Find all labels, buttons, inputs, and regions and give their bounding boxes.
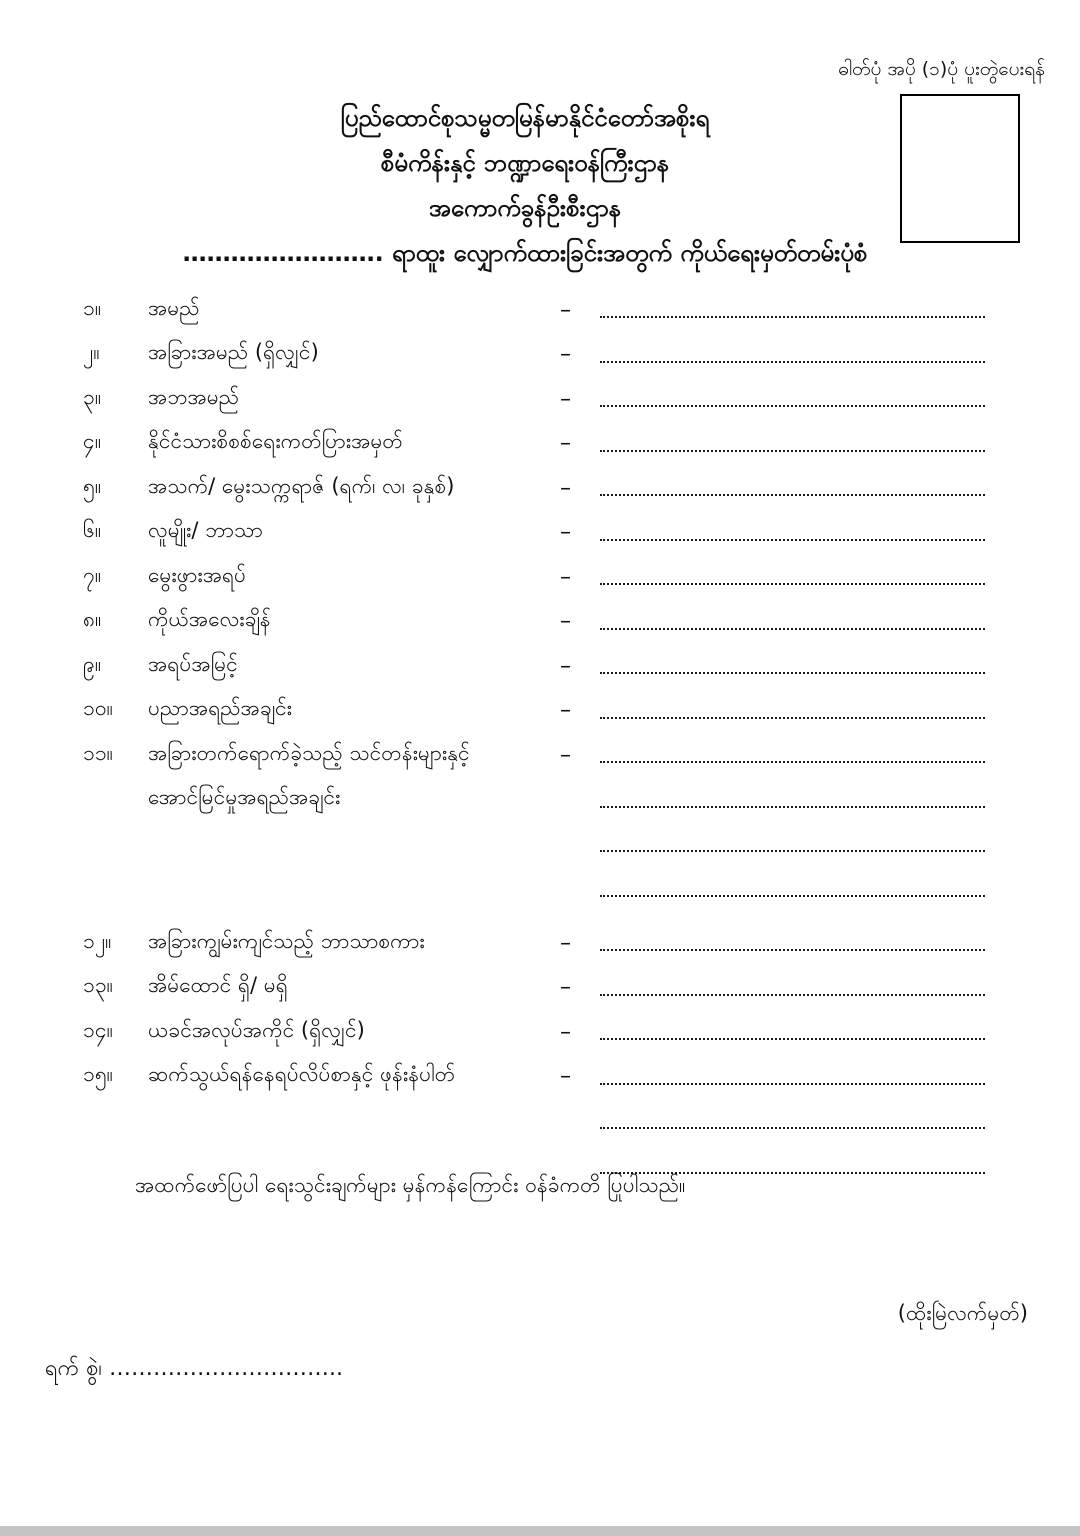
form-row-12 bbox=[83, 921, 1023, 966]
item-label: အောင်မြင်မှုအရည်အချင်း bbox=[148, 785, 341, 810]
item-number: ၈။ bbox=[83, 607, 102, 632]
dotted-answer-line bbox=[600, 1083, 985, 1085]
header-ministry-line: စီမံကိန်းနှင့် ဘဏ္ဍာရေးဝန်ကြီးဌာန bbox=[380, 149, 670, 177]
form-row-1 bbox=[83, 288, 1023, 333]
dotted-answer-line bbox=[600, 316, 985, 318]
dotted-answer-line bbox=[600, 494, 985, 496]
item-number: ၁၁။ bbox=[83, 740, 113, 765]
item-number: ၁၂။ bbox=[83, 928, 112, 953]
item-number: ၂။ bbox=[83, 340, 100, 365]
signature-label: (ထိုးမြဲလက်မှတ်) bbox=[897, 1301, 1028, 1325]
dotted-answer-line bbox=[600, 806, 985, 808]
bottom-bar bbox=[0, 1526, 1080, 1536]
item-dash: – bbox=[560, 520, 571, 546]
item-label: လူမျိုး/ ဘာသာ bbox=[148, 518, 263, 543]
item-dash: – bbox=[560, 342, 571, 368]
dotted-answer-line bbox=[600, 949, 985, 951]
form-row-15 bbox=[83, 1055, 1023, 1100]
dotted-answer-line bbox=[600, 672, 985, 674]
form-item-list bbox=[83, 288, 1023, 1188]
form-row-4 bbox=[83, 422, 1023, 467]
form-row-7 bbox=[83, 555, 1023, 600]
dotted-answer-line bbox=[600, 583, 985, 585]
item-dash: – bbox=[560, 930, 571, 956]
item-dash: – bbox=[560, 431, 571, 457]
photo-attach-note: ဓါတ်ပုံ အပို (၁)ပုံ ပူးတွဲပေးရန် bbox=[838, 58, 1045, 80]
item-number: ၆။ bbox=[83, 518, 102, 543]
dotted-answer-line bbox=[600, 405, 985, 407]
form-row-11-extra-line bbox=[83, 822, 1023, 867]
form-row-6 bbox=[83, 511, 1023, 556]
form-header bbox=[0, 96, 1050, 276]
item-number: ၁၃။ bbox=[83, 973, 113, 998]
dotted-answer-line bbox=[600, 1038, 985, 1040]
dotted-answer-line bbox=[600, 994, 985, 996]
item-number: ၁။ bbox=[83, 295, 102, 320]
item-dash: – bbox=[560, 386, 571, 412]
item-label: မွေးဖွားအရပ် bbox=[148, 562, 247, 587]
form-row-5 bbox=[83, 466, 1023, 511]
dotted-answer-line bbox=[600, 539, 985, 541]
form-row-11 bbox=[83, 733, 1023, 778]
item-label: အသက်/ မွေးသက္ကရာဇ် (ရက်၊ လ၊ ခုနှစ်) bbox=[148, 473, 455, 498]
item-label: အရပ်အမြင့် bbox=[148, 651, 238, 676]
item-label: ဆက်သွယ်ရန်နေရပ်လိပ်စာနှင့် ဖုန်းနံပါတ် bbox=[148, 1062, 456, 1087]
item-number: ၁၄။ bbox=[83, 1017, 113, 1042]
item-dash: – bbox=[560, 297, 571, 323]
item-label: အဘအမည် bbox=[148, 384, 240, 409]
item-number: ၄။ bbox=[83, 429, 102, 454]
row-gap bbox=[83, 911, 1023, 921]
header-government-line: ပြည်ထောင်စုသမ္မတမြန်မာနိုင်ငံတော်အစိုးရ bbox=[340, 104, 710, 132]
form-row-2 bbox=[83, 333, 1023, 378]
item-dash: – bbox=[560, 698, 571, 724]
form-row-10 bbox=[83, 689, 1023, 734]
form-row-11-continued bbox=[83, 778, 1023, 823]
header-department-line: အကောက်ခွန်ဦးစီးဌာန bbox=[428, 194, 622, 222]
form-row-3 bbox=[83, 377, 1023, 422]
item-dash: – bbox=[560, 475, 571, 501]
form-row-15-extra-line bbox=[83, 1099, 1023, 1144]
item-number: ၇။ bbox=[83, 562, 102, 587]
item-dash: – bbox=[560, 742, 571, 768]
date-label: ရက် စွဲ၊ ………………………….. bbox=[45, 1356, 343, 1381]
item-label: ပညာအရည်အချင်း bbox=[148, 696, 292, 721]
item-label: အခြားကျွမ်းကျင်သည့် ဘာသာစကား bbox=[148, 928, 425, 953]
dotted-answer-line bbox=[600, 450, 985, 452]
form-row-9 bbox=[83, 644, 1023, 689]
item-label: ကိုယ်အလေးချိန် bbox=[148, 607, 271, 632]
item-number: ၉။ bbox=[83, 651, 102, 676]
dotted-answer-line bbox=[600, 361, 985, 363]
item-number: ၅။ bbox=[83, 473, 102, 498]
dotted-answer-line bbox=[600, 895, 985, 897]
item-number: ၁၅။ bbox=[83, 1062, 113, 1087]
form-title: ……………………. ရာထူး လျှောက်ထားခြင်းအတွက် ကိုယ်ရေးမှတ်တမ်းပုံစံ bbox=[182, 239, 868, 267]
dotted-answer-line bbox=[600, 761, 985, 763]
form-row-11-extra-line bbox=[83, 867, 1023, 912]
dotted-answer-line bbox=[600, 1127, 985, 1129]
declaration-text: အထက်ဖော်ပြပါ ရေးသွင်းချက်များ မှန်ကန်ကြောင်း ဝန်ခံကတိ ပြုပါသည်။ bbox=[135, 1173, 686, 1197]
item-dash: – bbox=[560, 975, 571, 1001]
dotted-answer-line bbox=[600, 717, 985, 719]
form-row-13 bbox=[83, 966, 1023, 1011]
item-dash: – bbox=[560, 653, 571, 679]
item-dash: – bbox=[560, 564, 571, 590]
item-dash: – bbox=[560, 1064, 571, 1090]
item-label: အခြားအမည် (ရှိလျှင်) bbox=[148, 340, 319, 365]
item-label: အိမ်ထောင် ရှိ/ မရှိ bbox=[148, 973, 288, 998]
item-number: ၁၀။ bbox=[83, 696, 113, 721]
item-label: ယခင်အလုပ်အကိုင် (ရှိလျှင်) bbox=[148, 1017, 365, 1042]
dotted-answer-line bbox=[600, 628, 985, 630]
item-label: နိုင်ငံသားစိစစ်ရေးကတ်ပြားအမှတ် bbox=[148, 429, 403, 454]
item-dash: – bbox=[560, 609, 571, 635]
item-label: အခြားတက်ရောက်ခဲ့သည့် သင်တန်းများနှင့် bbox=[148, 740, 470, 765]
item-number: ၃။ bbox=[83, 384, 102, 409]
dotted-answer-line bbox=[600, 850, 985, 852]
item-dash: – bbox=[560, 1019, 571, 1045]
form-row-8 bbox=[83, 600, 1023, 645]
form-row-14 bbox=[83, 1010, 1023, 1055]
item-label: အမည် bbox=[148, 295, 200, 320]
